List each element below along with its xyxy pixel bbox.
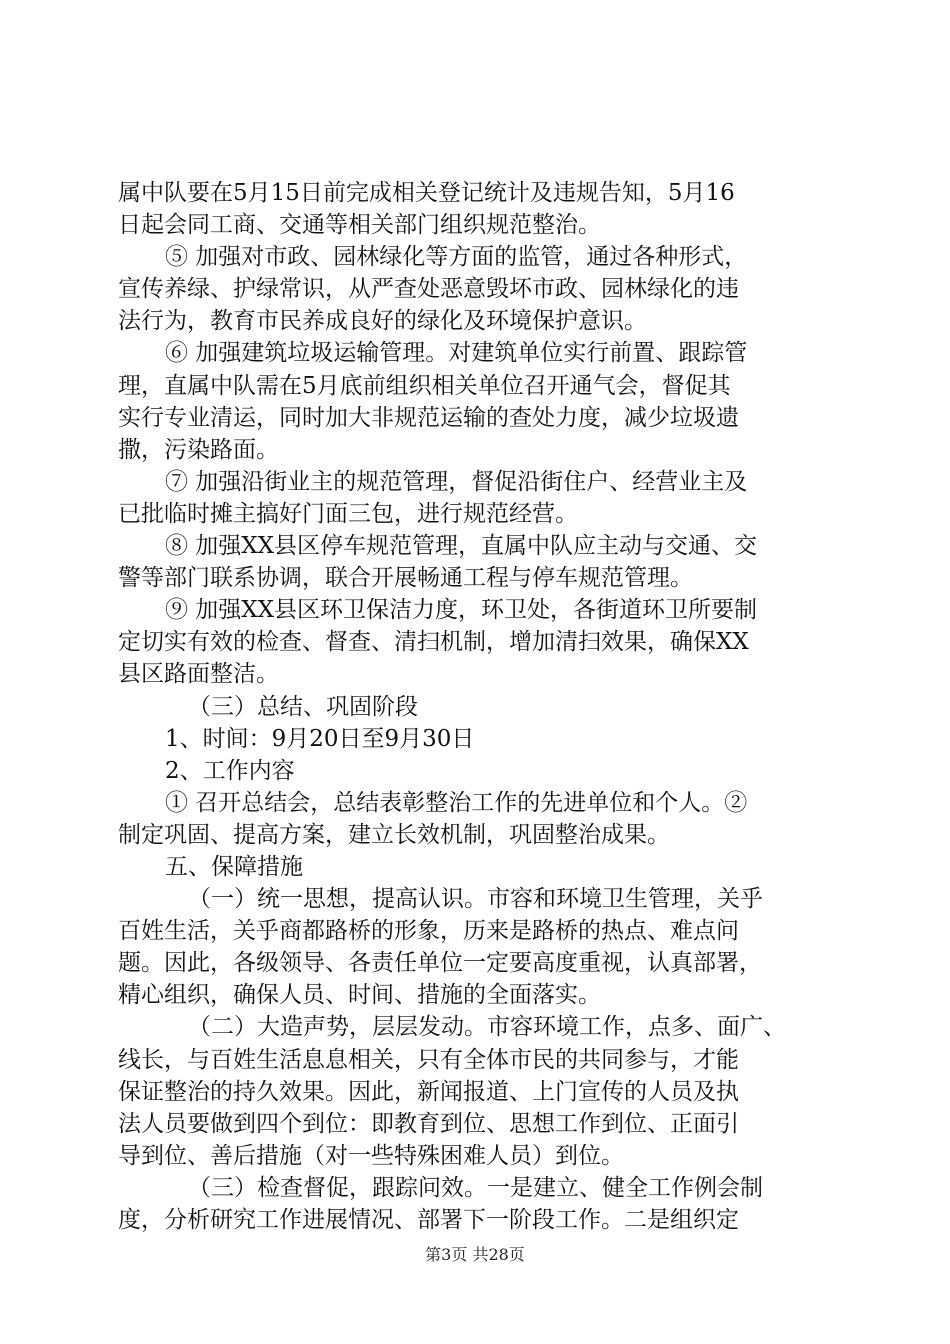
- text-line: ⑥ 加强建筑垃圾运输管理。对建筑单位实行前置、跟踪管: [165, 340, 748, 367]
- text-line: 理，直属中队需在5月底前组织相关单位召开通气会，督促其: [118, 372, 731, 399]
- text-line: 精心组织，确保人员、时间、措施的全面落实。: [118, 982, 601, 1009]
- text-line: 线长，与百姓生活息息相关，只有全体市民的共同参与，才能: [118, 1046, 739, 1073]
- text-line: 题。因此，各级领导、各责任单位一定要高度重视，认真部署，: [118, 950, 762, 977]
- text-line: 导到位、善后措施（对一些特殊困难人员）到位。: [118, 1142, 624, 1169]
- text-line: 实行专业清运，同时加大非规范运输的查处力度，减少垃圾遗: [118, 404, 739, 431]
- text-line: 保证整治的持久效果。因此，新闻报道、上门宣传的人员及执: [118, 1078, 739, 1105]
- text-line: ⑤ 加强对市政、园林绿化等方面的监管，通过各种形式，: [165, 244, 748, 271]
- text-line: 度，分析研究工作进展情况、部署下一阶段工作。二是组织定: [118, 1207, 739, 1233]
- text-line: ① 召开总结会，总结表彰整治工作的先进单位和个人。②: [165, 789, 748, 816]
- text-line: 制定巩固、提高方案，建立长效机制，巩固整治成果。: [118, 821, 670, 848]
- text-line: 法行为，教育市民养成良好的绿化及环境保护意识。: [118, 308, 647, 335]
- text-line: 已批临时摊主搞好门面三包，进行规范经营。: [118, 500, 578, 527]
- text-line: （一）统一思想，提高认识。市容和环境卫生管理，关乎: [188, 886, 763, 913]
- text-line: 警等部门联系协调，联合开展畅通工程与停车规范管理。: [118, 565, 693, 592]
- text-line: ⑧ 加强XX县区停车规范管理，直属中队应主动与交通、交: [165, 533, 758, 560]
- text-line: 百姓生活，关乎商都路桥的形象，历来是路桥的热点、难点问: [118, 918, 739, 945]
- section-heading: 五、保障措施: [165, 853, 303, 880]
- page-number-footer: 第3页 共28页: [425, 1245, 525, 1264]
- text-line: 属中队要在5月15日前完成相关登记统计及违规告知，5月16: [118, 180, 735, 206]
- text-line: ⑨ 加强XX县区环卫保洁力度，环卫处，各街道环卫所要制: [165, 597, 758, 624]
- text-line: 撒，污染路面。: [118, 436, 279, 463]
- document-body: [118, 177, 832, 1236]
- section-heading: （三）总结、巩固阶段: [188, 693, 418, 720]
- text-line: 县区路面整洁。: [118, 661, 279, 688]
- text-line: 2、工作内容: [165, 757, 295, 784]
- text-line: 日起会同工商、交通等相关部门组织规范整治。: [118, 212, 601, 239]
- text-line: ⑦ 加强沿街业主的规范管理，督促沿街住户、经营业主及: [165, 468, 748, 495]
- text-line: 宣传养绿、护绿常识，从严查处恶意毁坏市政、园林绿化的违: [118, 276, 739, 303]
- text-line: 法人员要做到四个到位：即教育到位、思想工作到位、正面引: [118, 1110, 739, 1137]
- text-line: 1、时间：9月20日至9月30日: [165, 725, 475, 752]
- text-line: （二）大造声势，层层发动。市容环境工作，点多、面广、: [188, 1014, 786, 1041]
- text-line: （三）检查督促，跟踪问效。一是建立、健全工作例会制: [188, 1174, 763, 1201]
- text-line: 定切实有效的检查、督查、清扫机制，增加清扫效果，确保XX: [118, 629, 749, 656]
